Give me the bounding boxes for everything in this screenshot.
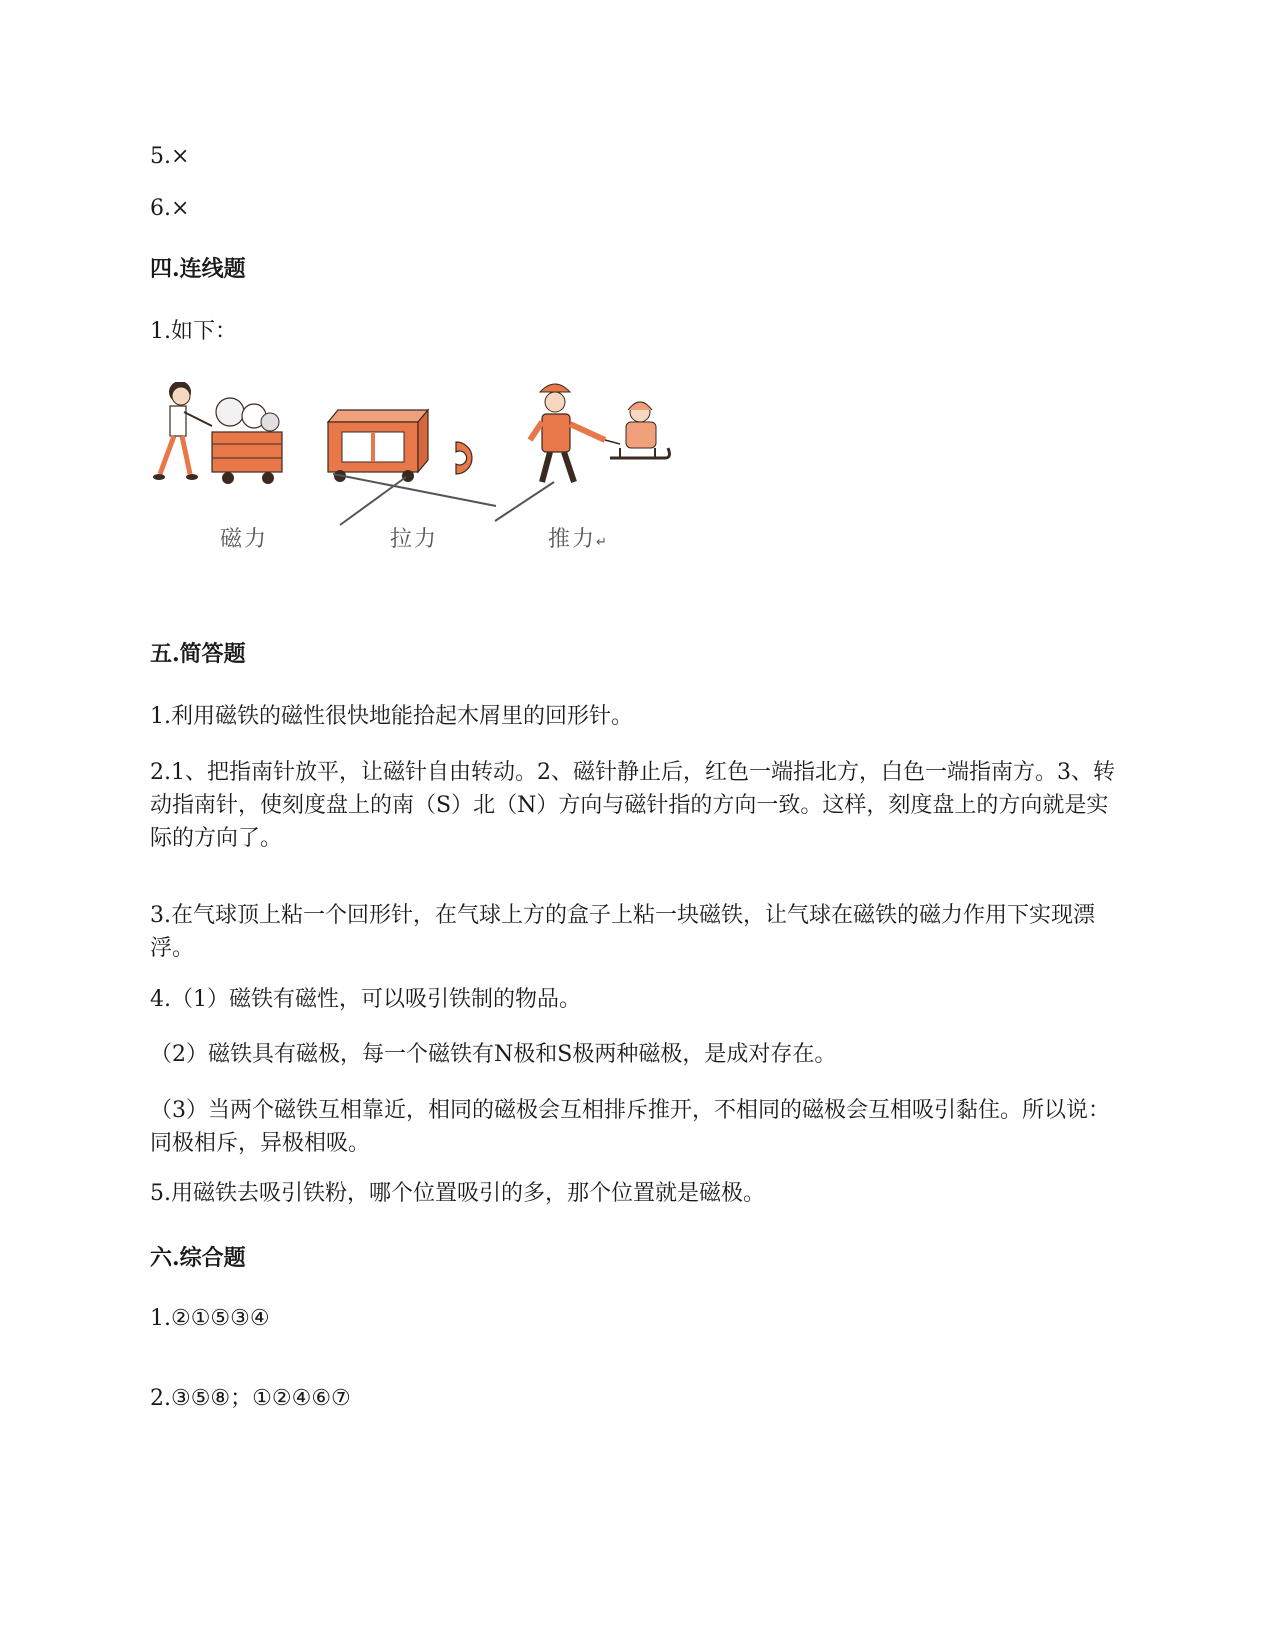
section-heading-short-answer: 五.简答题 (150, 641, 246, 667)
label-pushing-force (548, 522, 609, 553)
matching-answer-1: 1.如下： (150, 319, 237, 344)
short-answer-5: 5.用磁铁去吸引铁粉，哪个位置吸引的多，那个位置就是磁极。 (150, 1181, 765, 1206)
comprehensive-answer-1: 1.②①⑤③④ (150, 1306, 270, 1331)
short-answer-3: 3.在气球顶上粘一个回形针，在气球上方的盒子上粘一块磁铁，让气球在磁铁的磁力作用下实现漂浮。 (150, 903, 1095, 961)
comprehensive-answer-2: 2.③⑤⑧；①②④⑥⑦ (150, 1386, 351, 1411)
section-heading-matching: 四.连线题 (150, 256, 246, 282)
iron-cart-and-magnet-image (328, 410, 472, 482)
short-answer-4-part-2: （2）磁铁具有磁极，每一个磁铁有N极和S极两种磁极，是成对存在。 (150, 1042, 837, 1067)
matching-figure (150, 382, 710, 592)
connection-line-cart (333, 474, 496, 506)
section-heading-comprehensive: 六.综合题 (150, 1245, 246, 1271)
answer-item-6: 6.× (150, 196, 190, 221)
matching-illustration (150, 382, 710, 592)
answer-item-5: 5.× (150, 144, 190, 169)
child-pulling-sled-image (530, 384, 669, 482)
label-pushing-force-text: 推力 (548, 527, 597, 552)
short-answer-2: 2.1、把指南针放平，让磁针自由转动。2、磁针静止后，红色一端指北方，白色一端指南方。3、转动指南针，使刻度盘上的南（S）北（N）方向与磁针指的方向一致。这样，刻度盘上的方向就是实际的方向了。 (150, 760, 1115, 851)
short-answer-4-part-1: 4.（1）磁铁有磁性，可以吸引铁制的物品。 (150, 987, 581, 1012)
label-magnetic-force: 磁力 (220, 527, 269, 552)
connection-line-magnet (340, 477, 406, 525)
short-answer-4-part-3: （3）当两个磁铁互相靠近，相同的磁极会互相排斥推开，不相同的磁极会互相吸引黏住。所以说：同极相斥，异极相吸。 (150, 1098, 1111, 1156)
return-mark: ↵ (596, 535, 609, 550)
matching-connection-lines (333, 474, 554, 525)
short-answer-1: 1.利用磁铁的磁性很快地能拾起木屑里的回形针。 (150, 704, 633, 729)
boy-pushing-cart-image (153, 382, 282, 484)
connection-line-sled (495, 482, 554, 521)
label-pulling-force: 拉力 (390, 527, 439, 552)
